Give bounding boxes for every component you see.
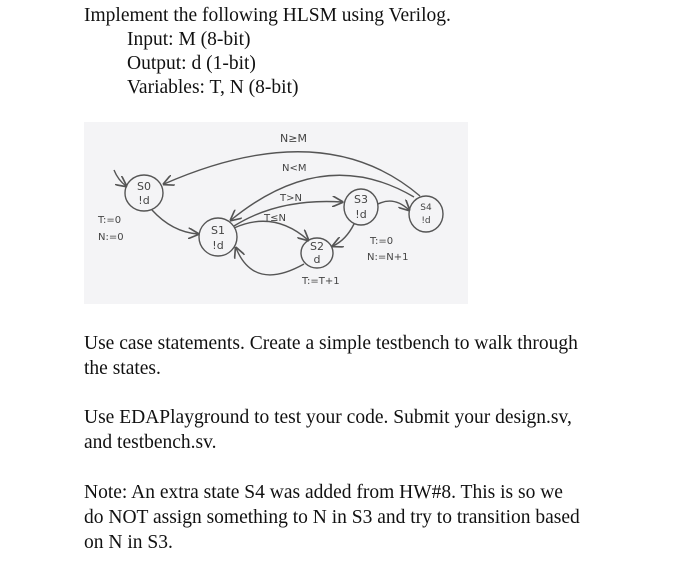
p3-line2: do NOT assign something to N in S3 and try to transition based [84, 507, 580, 528]
p1-line2: the states. [84, 358, 161, 379]
edge-s3-s2 [333, 224, 354, 246]
edge-s3-s4 [378, 201, 409, 210]
s3-name: S3 [354, 193, 368, 206]
label-init-n: N:=0 [98, 232, 124, 243]
label-s2-action: T:=T+1 [302, 276, 340, 287]
edge-s1-s2 [234, 221, 308, 240]
label-n-ge-m: N≥M [280, 132, 307, 145]
p3-line3: on N in S3. [84, 532, 173, 553]
label-init-t: T:=0 [98, 215, 122, 226]
label-s3-t: T:=0 [370, 236, 394, 247]
label-t-gt-n: T>N [280, 193, 302, 204]
s2-action: d [313, 253, 321, 266]
task-title: Implement the following HLSM using Verilog. [84, 5, 451, 26]
edge-init-s0 [114, 170, 126, 186]
hlsm-diagram [84, 122, 468, 304]
output-spec: Output: d (1-bit) [127, 53, 256, 74]
label-n-lt-m: N<M [282, 163, 307, 174]
variables-spec: Variables: T, N (8-bit) [127, 77, 299, 98]
s3-action: !d [355, 208, 367, 221]
label-s4-n: N:=N+1 [367, 252, 409, 263]
state-s4-circle [409, 196, 443, 232]
input-spec: Input: M (8-bit) [127, 29, 251, 50]
p3-line1: Note: An extra state S4 was added from HW#8. This is so we [84, 482, 563, 503]
p2-line2: and testbench.sv. [84, 432, 217, 453]
edge-s2-s1 [236, 248, 304, 275]
s0-action: !d [138, 194, 150, 207]
s4-name: S4 [420, 203, 432, 213]
paragraph-edaplayground [84, 405, 644, 455]
s2-name: S2 [310, 240, 324, 253]
s4-action: !d [421, 216, 431, 226]
paragraph-case-statements [84, 331, 644, 381]
paragraph-note [84, 480, 644, 555]
p2-line1: Use EDAPlayground to test your code. Submit your design.sv, [84, 407, 572, 428]
s1-name: S1 [211, 224, 225, 237]
p1-line1: Use case statements. Create a simple testbench to walk through [84, 333, 578, 354]
edge-s0-s1 [152, 210, 198, 234]
s0-name: S0 [137, 180, 151, 193]
s1-action: !d [212, 239, 224, 252]
label-t-le-n: T≤N [264, 213, 286, 224]
